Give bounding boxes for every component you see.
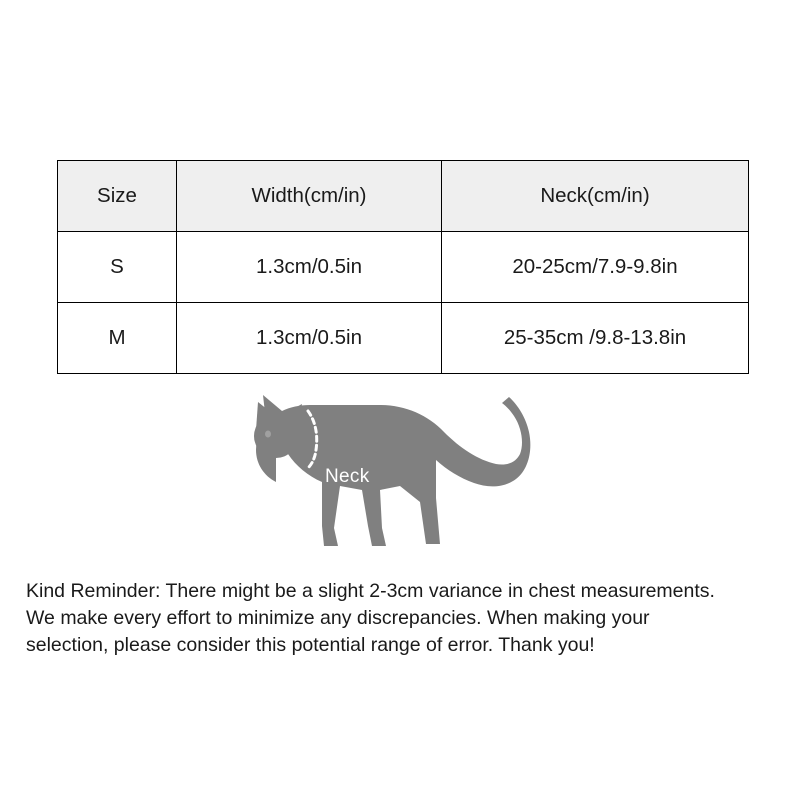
neck-label: Neck bbox=[325, 466, 370, 487]
table-body bbox=[58, 232, 749, 374]
reminder-line-3: selection, please consider this potential range of error. Thank you! bbox=[26, 634, 595, 656]
header-neck: Neck(cm/in) bbox=[442, 161, 749, 232]
table-header-row bbox=[58, 161, 749, 232]
cell-size: M bbox=[58, 303, 177, 374]
cell-width: 1.3cm/0.5in bbox=[177, 232, 442, 303]
header-size: Size bbox=[58, 161, 177, 232]
cell-neck: 25-35cm /9.8-13.8in bbox=[442, 303, 749, 374]
cell-neck: 20-25cm/7.9-9.8in bbox=[442, 232, 749, 303]
table-row bbox=[58, 232, 749, 303]
reminder-line-2: We make every effort to minimize any discrepancies. When making your bbox=[26, 607, 650, 629]
table-header bbox=[58, 161, 749, 232]
cat-silhouette-icon bbox=[230, 378, 570, 578]
cell-width: 1.3cm/0.5in bbox=[177, 303, 442, 374]
reminder-line-1: Kind Reminder: There might be a slight 2-3cm variance in chest measurements. bbox=[26, 580, 715, 602]
cell-size: S bbox=[58, 232, 177, 303]
cat-illustration bbox=[230, 378, 570, 578]
size-chart-table bbox=[57, 160, 749, 374]
header-width: Width(cm/in) bbox=[177, 161, 442, 232]
kind-reminder-text bbox=[26, 578, 786, 659]
table-row bbox=[58, 303, 749, 374]
